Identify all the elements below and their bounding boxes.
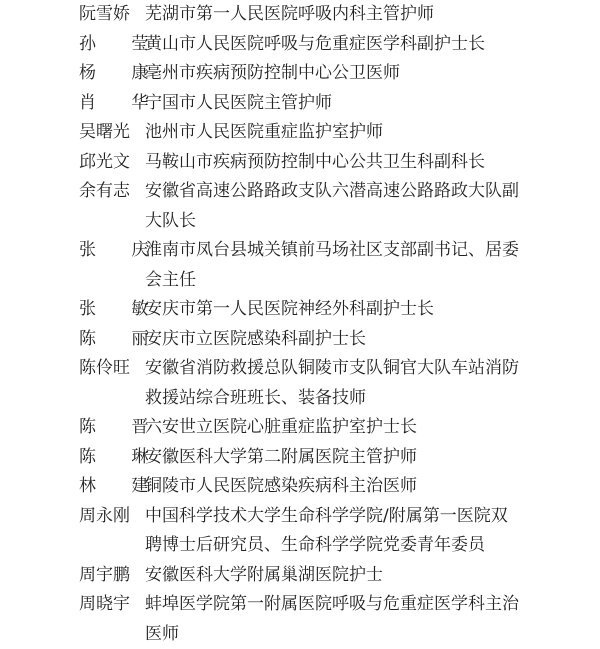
list-item — [0, 502, 600, 561]
person-description: 宁国市人民医院主管护师 — [145, 92, 332, 113]
list-item — [0, 118, 600, 148]
person-name: 张 敏 — [79, 299, 164, 319]
person-name: 杨 康 — [79, 63, 164, 83]
list-item — [0, 30, 600, 60]
person-description: 安庆市立医院感染科副护士长 — [145, 328, 366, 349]
list-item — [0, 0, 600, 30]
list-item — [0, 236, 600, 295]
person-description: 蚌埠医学院第一附属医院呼吸与危重症医学科主治医师 — [145, 594, 519, 644]
person-description: 铜陵市人民医院感染疾病科主治医师 — [145, 476, 417, 496]
list-item — [0, 325, 600, 355]
list-item — [0, 89, 600, 119]
person-name: 邱光文 — [79, 151, 130, 172]
person-name: 陈 丽 — [79, 328, 164, 349]
person-name: 吴曙光 — [79, 122, 130, 142]
person-name: 余有志 — [79, 181, 130, 201]
person-description: 六安世立医院心脏重症监护室护士长 — [145, 417, 417, 437]
person-name: 张 庆 — [79, 240, 164, 260]
person-name: 陈 琳 — [79, 446, 164, 467]
person-name: 孙 莹 — [79, 33, 164, 54]
person-description: 中国科学技术大学生命科学学院/附属第一医院双聘博士后研究员、生命科学学院党委青年委员 — [145, 505, 508, 555]
list-item — [0, 413, 600, 443]
person-name: 周宇鹏 — [79, 564, 130, 585]
person-description: 池州市人民医院重症监护室护师 — [145, 122, 383, 142]
list-item — [0, 561, 600, 591]
list-item — [0, 354, 600, 413]
person-description: 马鞍山市疾病预防控制中心公共卫生科副科长 — [145, 151, 485, 172]
person-description: 安徽医科大学附属巢湖医院护士 — [145, 564, 383, 585]
list-item — [0, 59, 600, 89]
person-description: 黄山市人民医院呼吸与危重症医学科副护士长 — [145, 33, 485, 54]
list-item — [0, 177, 600, 236]
person-description: 淮南市凤台县城关镇前马场社区支部副书记、居委会主任 — [145, 240, 519, 290]
person-description: 安徽省高速公路路政支队六潜高速公路路政大队副大队长 — [145, 181, 519, 231]
person-name: 周晓宇 — [79, 594, 130, 614]
person-name: 陈 晋 — [79, 417, 164, 437]
person-description: 安徽医科大学第二附属医院主管护师 — [145, 446, 417, 467]
person-name: 周永刚 — [79, 505, 130, 526]
person-name: 林 建 — [79, 476, 164, 496]
list-item — [0, 443, 600, 473]
person-description: 安庆市第一人民医院神经外科副护士长 — [145, 299, 434, 319]
list-item — [0, 148, 600, 178]
list-item — [0, 472, 600, 502]
list-item — [0, 295, 600, 325]
person-description: 亳州市疾病预防控制中心公卫医师 — [145, 63, 400, 83]
list-item — [0, 590, 600, 649]
person-description: 安徽省消防救援总队铜陵市支队铜官大队车站消防救援站综合班班长、装备技师 — [145, 358, 519, 408]
person-name: 阮雪娇 — [79, 4, 130, 24]
person-name: 陈伶旺 — [79, 358, 130, 378]
person-name: 肖 华 — [79, 92, 164, 113]
person-description: 芜湖市第一人民医院呼吸内科主管护师 — [145, 4, 434, 24]
